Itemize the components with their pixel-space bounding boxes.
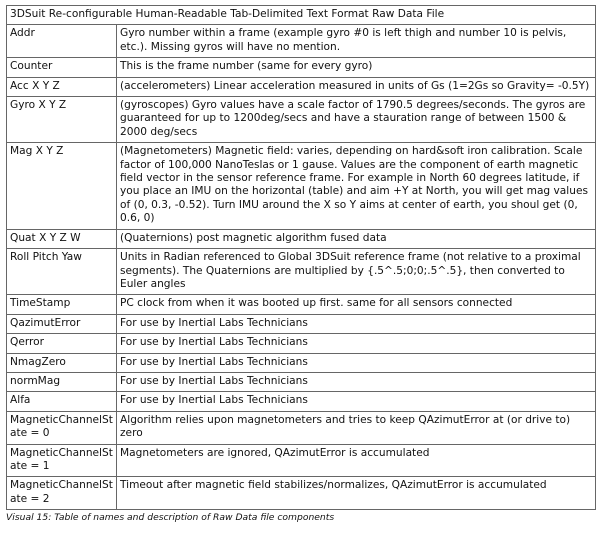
field-name: Alfa xyxy=(7,392,117,411)
table-row xyxy=(7,229,596,248)
figure-caption: Visual 15: Table of names and description of Raw Data file components xyxy=(6,512,335,524)
field-name: normMag xyxy=(7,372,117,391)
field-description: (gyroscopes) Gyro values have a scale factor of 1790.5 degrees/seconds. The gyros are guaranteed for up to 1200deg/secs and have a stauration range of between 1500 & 2000 deg/secs xyxy=(117,97,596,143)
field-description: Timeout after magnetic field stabilizes/normalizes, QAzimutError is accumulated xyxy=(117,477,596,510)
field-name: NmagZero xyxy=(7,353,117,372)
field-description: (Quaternions) post magnetic algorithm fused data xyxy=(117,229,596,248)
field-description: For use by Inertial Labs Technicians xyxy=(117,372,596,391)
table-row xyxy=(7,143,596,229)
field-name: MagneticChannelState = 0 xyxy=(7,411,117,444)
table-row xyxy=(7,25,596,58)
field-name: Counter xyxy=(7,58,117,77)
table-row xyxy=(7,314,596,333)
field-name: Mag X Y Z xyxy=(7,143,117,229)
table-row xyxy=(7,295,596,314)
table-row xyxy=(7,334,596,353)
table-title: 3DSuit Re-configurable Human-Readable Tab-Delimited Text Format Raw Data File xyxy=(7,6,596,25)
field-description: Gyro number within a frame (example gyro #0 is left thigh and number 10 is pelvis, etc.). Missing gyros will have no mention. xyxy=(117,25,596,58)
field-name: Addr xyxy=(7,25,117,58)
field-name: Qerror xyxy=(7,334,117,353)
table-row xyxy=(7,411,596,444)
table-row xyxy=(7,77,596,96)
field-description: Magnetometers are ignored, QAzimutError is accumulated xyxy=(117,444,596,477)
field-description: PC clock from when it was booted up first. same for all sensors connected xyxy=(117,295,596,314)
field-name: Quat X Y Z W xyxy=(7,229,117,248)
field-name: Acc X Y Z xyxy=(7,77,117,96)
table-row xyxy=(7,249,596,295)
field-description: Units in Radian referenced to Global 3DSuit reference frame (not relative to a proximal segments). The Quaternions are multiplied by {.5^.5;0;0;.5^.5}, then converted to Euler angles xyxy=(117,249,596,295)
table-row xyxy=(7,372,596,391)
field-description: For use by Inertial Labs Technicians xyxy=(117,334,596,353)
table-row xyxy=(7,392,596,411)
table-row xyxy=(7,444,596,477)
raw-data-table xyxy=(6,5,596,510)
field-name: MagneticChannelState = 2 xyxy=(7,477,117,510)
document xyxy=(6,5,595,523)
field-description: For use by Inertial Labs Technicians xyxy=(117,353,596,372)
field-description: This is the frame number (same for every gyro) xyxy=(117,58,596,77)
table-row xyxy=(7,477,596,510)
field-description: For use by Inertial Labs Technicians xyxy=(117,392,596,411)
field-description: (Magnetometers) Magnetic field: varies, depending on hard&soft iron calibration. Scale factor of 100,000 NanoTeslas or 1 gause. Values are the component of earth magnetic field vector in the sensor reference frame. For example in North 60 degrees latitude, if you place an IMU on the horizontal (table) and aim +Y at North, you will get mag values of (0, 0.3, -0.52). Turn IMU around the X so Y aims at center of earth, you shoul get (0, 0.6, 0) xyxy=(117,143,596,229)
field-description: (accelerometers) Linear acceleration measured in units of Gs (1=2Gs so Gravity= -0.5Y) xyxy=(117,77,596,96)
table-row xyxy=(7,353,596,372)
field-description: Algorithm relies upon magnetometers and tries to keep QAzimutError at (or drive to) zero xyxy=(117,411,596,444)
field-name: Roll Pitch Yaw xyxy=(7,249,117,295)
field-name: MagneticChannelState = 1 xyxy=(7,444,117,477)
field-name: QazimutError xyxy=(7,314,117,333)
field-description: For use by Inertial Labs Technicians xyxy=(117,314,596,333)
table-title-row xyxy=(7,6,596,25)
table-row xyxy=(7,58,596,77)
field-name: TimeStamp xyxy=(7,295,117,314)
field-name: Gyro X Y Z xyxy=(7,97,117,143)
table-row xyxy=(7,97,596,143)
